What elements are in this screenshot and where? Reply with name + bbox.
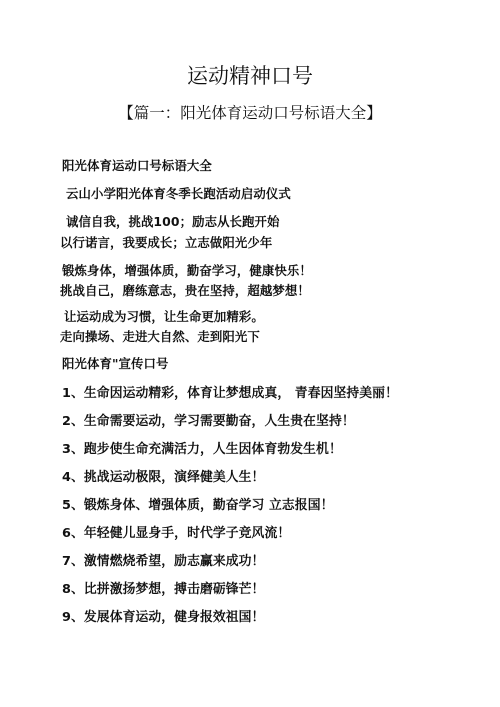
- page-title: 运动精神口号: [187, 64, 313, 88]
- numbered-slogan: 2、生命需要运动，学习需要勤奋，人生贵在坚持！: [62, 414, 355, 429]
- heading-event-name: 云山小学阳光体育冬季长跑活动启动仪式: [66, 186, 291, 201]
- heading-slogan-collection: 阳光体育运动口号标语大全: [62, 158, 212, 173]
- slogan-line: 以行诺言，我要成长；立志做阳光少年: [60, 235, 273, 250]
- slogan-line: 诚信自我，挑战100；励志从长跑开始: [66, 214, 280, 229]
- heading-publicity-slogans: 阳光体育"宣传口号: [62, 356, 169, 371]
- numbered-slogan: 7、激情燃烧希望，励志赢来成功！: [62, 554, 265, 569]
- numbered-slogan: 3、跑步使生命充满活力，人生因体育勃发生机！: [62, 442, 342, 457]
- numbered-slogan: 1、生命因运动精彩，体育让梦想成真， 青春因坚持美丽！: [62, 386, 398, 401]
- slogan-line: 挑战自己，磨练意志，贵在坚持，超越梦想！: [60, 283, 310, 298]
- slogan-line: 让运动成为习惯，让生命更加精彩。: [64, 309, 264, 324]
- numbered-slogan: 6、年轻健儿显身手，时代学子竞风流！: [62, 526, 291, 541]
- numbered-slogan: 4、挑战运动极限，演绎健美人生！: [62, 470, 265, 485]
- slogan-line: 锻炼身体，增强体质，勤奋学习，健康快乐！: [62, 263, 312, 278]
- slogan-line: 走向操场、走进大自然、走到阳光下: [60, 329, 260, 344]
- numbered-slogan: 5、锻炼身体、增强体质，勤奋学习 立志报国！: [62, 498, 334, 513]
- numbered-slogan: 8、比拼激扬梦想，搏击磨砺锋芒！: [62, 582, 265, 597]
- numbered-slogan: 9、发展体育运动，健身报效祖国！: [62, 610, 265, 625]
- section-subtitle: 【篇一：阳光体育运动口号标语大全】: [118, 104, 382, 122]
